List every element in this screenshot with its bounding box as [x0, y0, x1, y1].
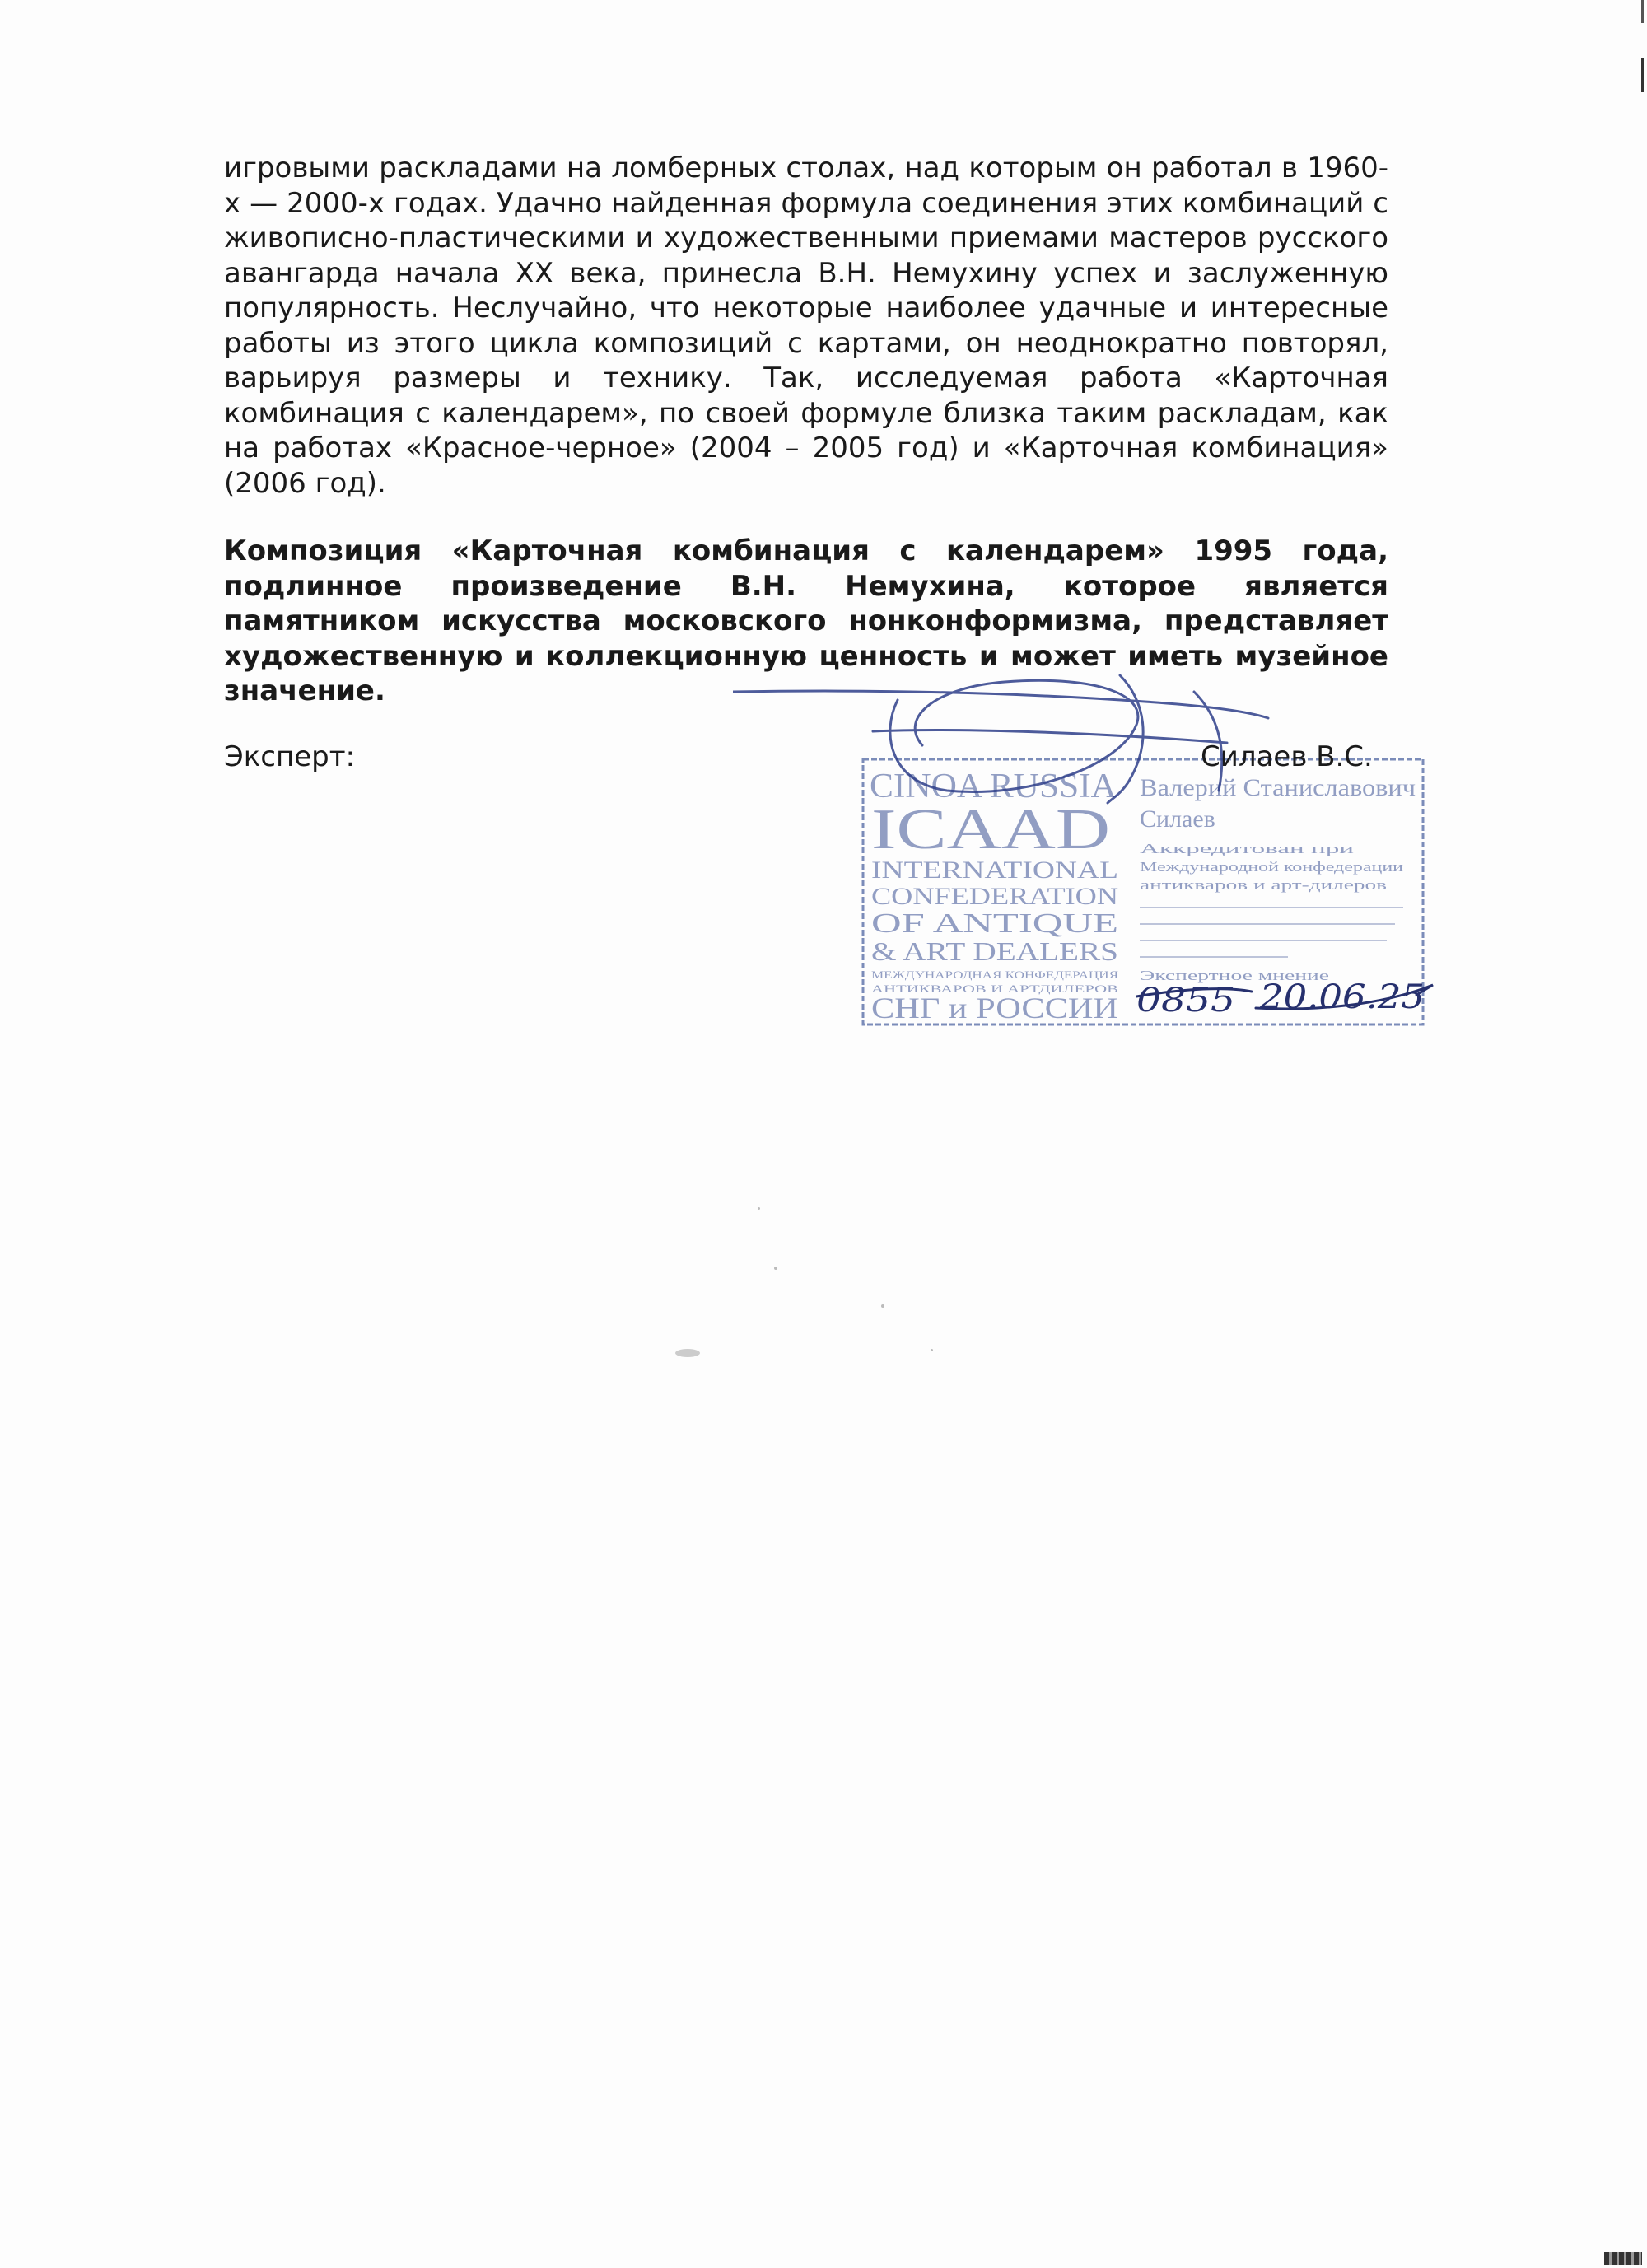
stamp-text-line: антикваров и арт-дилеров: [1140, 877, 1387, 893]
scan-speck: [774, 1267, 777, 1270]
body-paragraph: игровыми раскладами на ломберных столах, над которым он работал в 1960-х — 2000-х годах. Удачно найденная формула соединения этих комбинаций с живописно-пластическими и художественными приемами мастеров русского авангарда начала XX века, принесла В.Н. Немухину успех и заслуженную популярность. Неслучайно, что некоторые наиболее удачные и интересные работы из этого цикла композиций с картами, он неоднократно повторял, варьируя размеры и технику. Так, исследуемая работа «Карточная комбинация с календарем», по своей формуле близка таким раскладам, как на работах «Красное-черное» (2004 – 2005 год) и «Карточная комбинация» (2006 год).: [224, 152, 1388, 500]
scan-speck: [675, 1349, 700, 1357]
scan-speck: [758, 1207, 760, 1210]
scan-edge-mark: [1641, 58, 1644, 92]
stamp-logo-line: МЕЖДУНАРОДНАЯ КОНФЕДЕРАЦИЯ: [871, 968, 1119, 981]
handwritten-date: [1136, 972, 1499, 1038]
stamp-logo-line: СНГ и РОССИИ: [871, 992, 1118, 1024]
scan-speck: [931, 1349, 933, 1351]
scan-speck: [881, 1304, 884, 1308]
handwritten-date-text: 20.06.25: [1258, 978, 1425, 1016]
stamp-logo-line: CINOA RUSSIA: [870, 768, 1117, 805]
expert-name: Силаев В.С.: [1201, 740, 1373, 773]
stamp-text-line: Экспертное мнение: [1140, 968, 1329, 983]
stamp-logo-line: OF ANTIQUE: [871, 908, 1118, 939]
stamp-logo-line: АНТИКВАРОВ И АРТДИЛЕРОВ: [871, 982, 1119, 995]
stamp-name-line: Валерий Станиславович: [1140, 774, 1416, 801]
expert-label: Эксперт:: [224, 740, 355, 773]
conclusion-paragraph: Композиция «Карточная комбинация с календарем» 1995 года, подлинное произведение В.Н. Немухина, которое является памятником искусства московского нонконформизма, представляет художественную и коллекционную ценность и может иметь музейное значение.: [224, 534, 1388, 707]
scan-edge-mark: [1641, 0, 1644, 23]
scan-edge-mark: [1604, 2252, 1642, 2265]
stamp-name-line: Силаев: [1140, 805, 1215, 833]
stamp-logo-line: ICAAD: [871, 798, 1110, 861]
stamp-logo-line: & ART DEALERS: [871, 936, 1118, 966]
handwritten-number: 0855: [1136, 982, 1235, 1020]
stamp-text-line: Аккредитован при: [1140, 841, 1354, 856]
stamp-text-line: Международной конфедерации: [1140, 859, 1403, 875]
stamp-logo-line: INTERNATIONAL: [871, 856, 1118, 884]
stamp-logo-line: CONFEDERATION: [871, 883, 1118, 910]
